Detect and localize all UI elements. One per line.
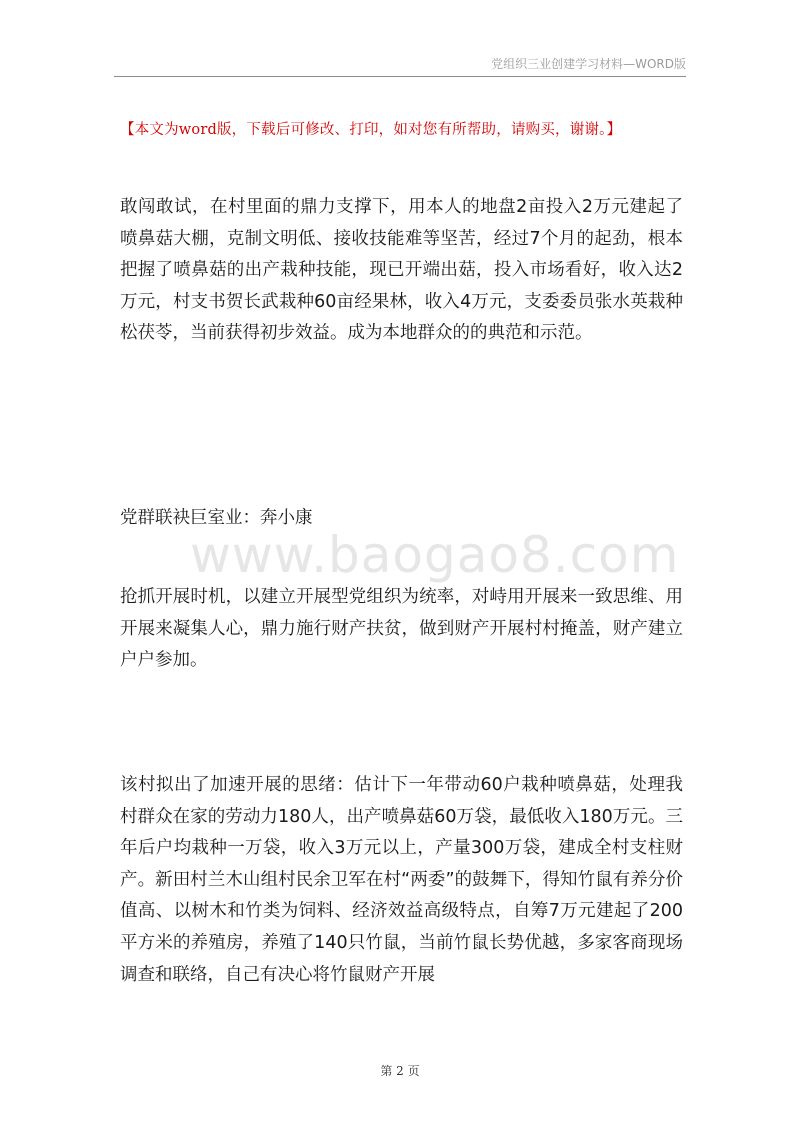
download-notice: 【本文为word版，下载后可修改、打印，如对您有所帮助，请购买，谢谢。】	[120, 122, 622, 138]
body-paragraph-1: 敢闯敢试，在村里面的鼎力支撑下，用本人的地盘2亩投入2万元建起了喷鼻菇大棚，克制文明低、接收技能难等坚苦，经过7个月的起劲，根本把握了喷鼻菇的出产栽种技能，现已开端出菇，投入市场看好，收入达2万元，村支书贺长武栽种60亩经果林，收入4万元，支委委员张水英栽种松茯苓，当前获得初步效益。成为本地群众的的典范和示范。	[120, 197, 683, 344]
page-number: 第 2 页	[380, 1064, 420, 1078]
header-divider	[114, 76, 686, 77]
body-paragraph-2: 抢抓开展时机，以建立开展型党组织为统率，对峙用开展来一致思维、用开展来凝集人心，鼎力施行财产扶贫，做到财产开展村村掩盖，财产建立户户参加。	[120, 587, 683, 671]
section-heading: 党群联袂巨室业：奔小康	[120, 508, 313, 528]
watermark-text: www.baogao8.com	[190, 526, 680, 584]
body-paragraph-3: 该村拟出了加速开展的思绪：估计下一年带动60户栽种喷鼻菇，处理我村群众在家的劳动力180人，出产喷鼻菇60万袋，最低收入180万元。三年后户均栽种一万袋，收入3万元以上，产量300万袋，建成全村支柱财产。新田村兰木山组村民余卫军在村“两委”的鼓舞下，得知竹鼠有养分价值高、以树木和竹类为饲料、经济效益高级特点，自筹7万元建起了200平方米的养殖房，养殖了140只竹鼠，当前竹鼠长势优越，多家客商现场调查和联络，自己有决心将竹鼠财产开展	[120, 775, 683, 985]
document-header-title: 党组织三业创建学习材料—WORD版	[491, 57, 686, 71]
